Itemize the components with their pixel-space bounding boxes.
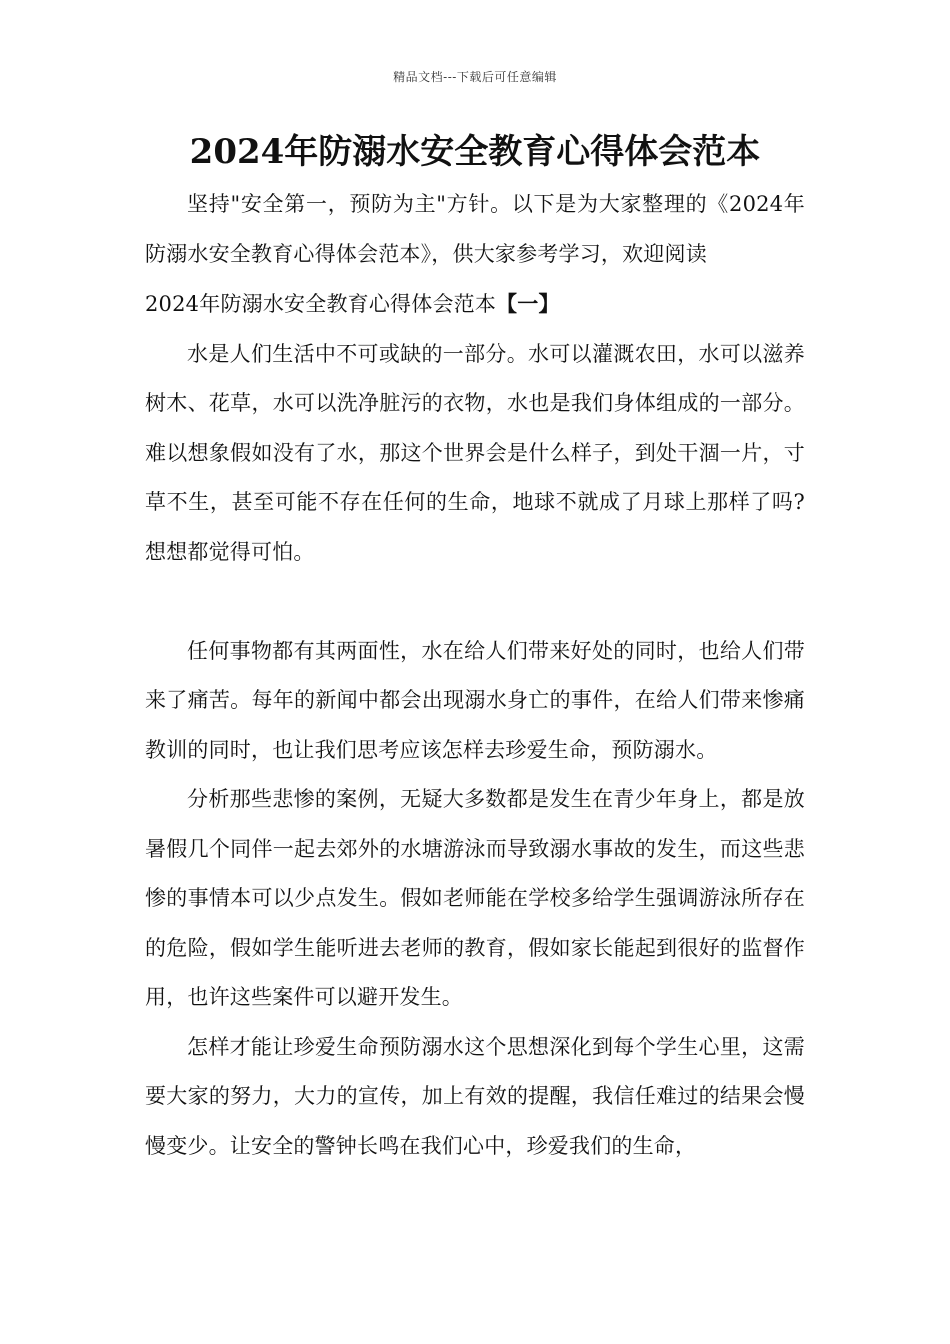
section-marker: 【一】 <box>496 291 560 316</box>
paragraph-gap <box>145 577 805 627</box>
document-body <box>145 180 805 1171</box>
body-paragraph-4: 怎样才能让珍爱生命预防溺水这个思想深化到每个学生心里，这需要大家的努力，大力的宣传，加上有效的提醒，我信任难过的结果会慢慢变少。让安全的警钟长鸣在我们心中，珍爱我们的生命， <box>145 1034 805 1158</box>
header-note: 精品文档---下载后可任意编辑 <box>393 70 557 84</box>
document-title: 2024年防溺水安全教育心得体会范本 <box>189 132 761 172</box>
body-paragraph-1: 水是人们生活中不可或缺的一部分。水可以灌溉农田，水可以滋养树木、花草，水可以洗净脏污的衣物，水也是我们身体组成的一部分。难以想象假如没有了水，那这个世界会是什么样子，到处干涸一片，寸草不生，甚至可能不存在任何的生命，地球不就成了月球上那样了吗?想想都觉得可怕。 <box>145 341 805 564</box>
intro-paragraph: 坚持"安全第一，预防为主"方针。以下是为大家整理的《2024年防溺水安全教育心得体会范本》，供大家参考学习，欢迎阅读 <box>145 192 805 266</box>
section-heading <box>145 279 805 330</box>
section-heading-text: 2024年防溺水安全教育心得体会范本 <box>145 292 497 316</box>
body-paragraph-3: 分析那些悲惨的案例，无疑大多数都是发生在青少年身上，都是放暑假几个同伴一起去郊外的水塘游泳而导致溺水事故的发生，而这些悲惨的事情本可以少点发生。假如老师能在学校多给学生强调游泳所存在的危险，假如学生能听进去老师的教育，假如家长能起到很好的监督作用，也许这些案件可以避开发生。 <box>145 787 805 1009</box>
body-paragraph-2: 任何事物都有其两面性，水在给人们带来好处的同时，也给人们带来了痛苦。每年的新闻中都会出现溺水身亡的事件，在给人们带来惨痛教训的同时，也让我们思考应该怎样去珍爱生命，预防溺水。 <box>145 638 805 762</box>
